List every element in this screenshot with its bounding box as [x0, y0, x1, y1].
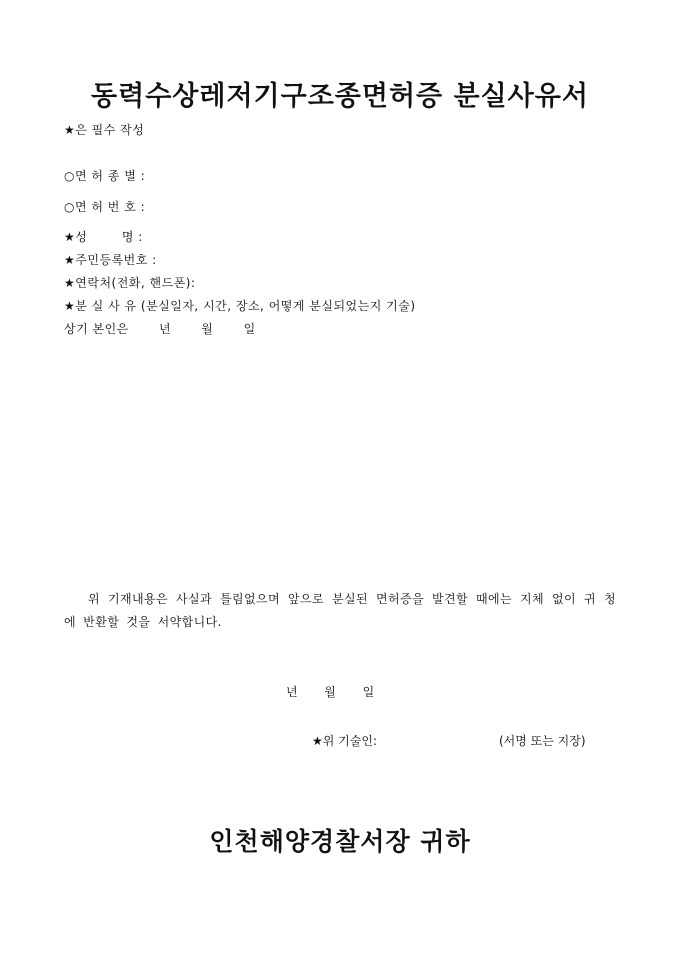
field-loss-reason: ★분 실 사 유 (분실일자, 시간, 장소, 어떻게 분실되었는지 기술) [64, 299, 416, 313]
signer-label: ★위 기술인: [312, 734, 377, 748]
field-resident-number: ★주민등록번호 : [64, 253, 157, 267]
signature-note: (서명 또는 지장) [499, 734, 586, 748]
applicant-line: 상기 본인은 년 월 일 [64, 322, 256, 336]
pledge-paragraph: 위 기재내용은 사실과 틀림없으며 앞으로 분실된 면허증을 발견할 때에는 지체 없이 귀 청에 반환할 것을 서약합니다. [64, 592, 616, 629]
field-contact: ★연락처(전화, 핸드폰): [64, 276, 196, 290]
field-license-number: ○면 허 번 호 : [64, 200, 146, 214]
required-note: ★은 필수 작성 [64, 123, 145, 137]
document-title: 동력수상레저기구조종면허증 분실사유서 [91, 81, 589, 112]
field-license-type: ○면 허 종 별 : [64, 169, 146, 183]
field-name: ★성 명 : [64, 230, 143, 244]
declaration-date: 년 월 일 [286, 685, 375, 699]
addressee: 인천해양경찰서장 귀하 [209, 827, 471, 856]
